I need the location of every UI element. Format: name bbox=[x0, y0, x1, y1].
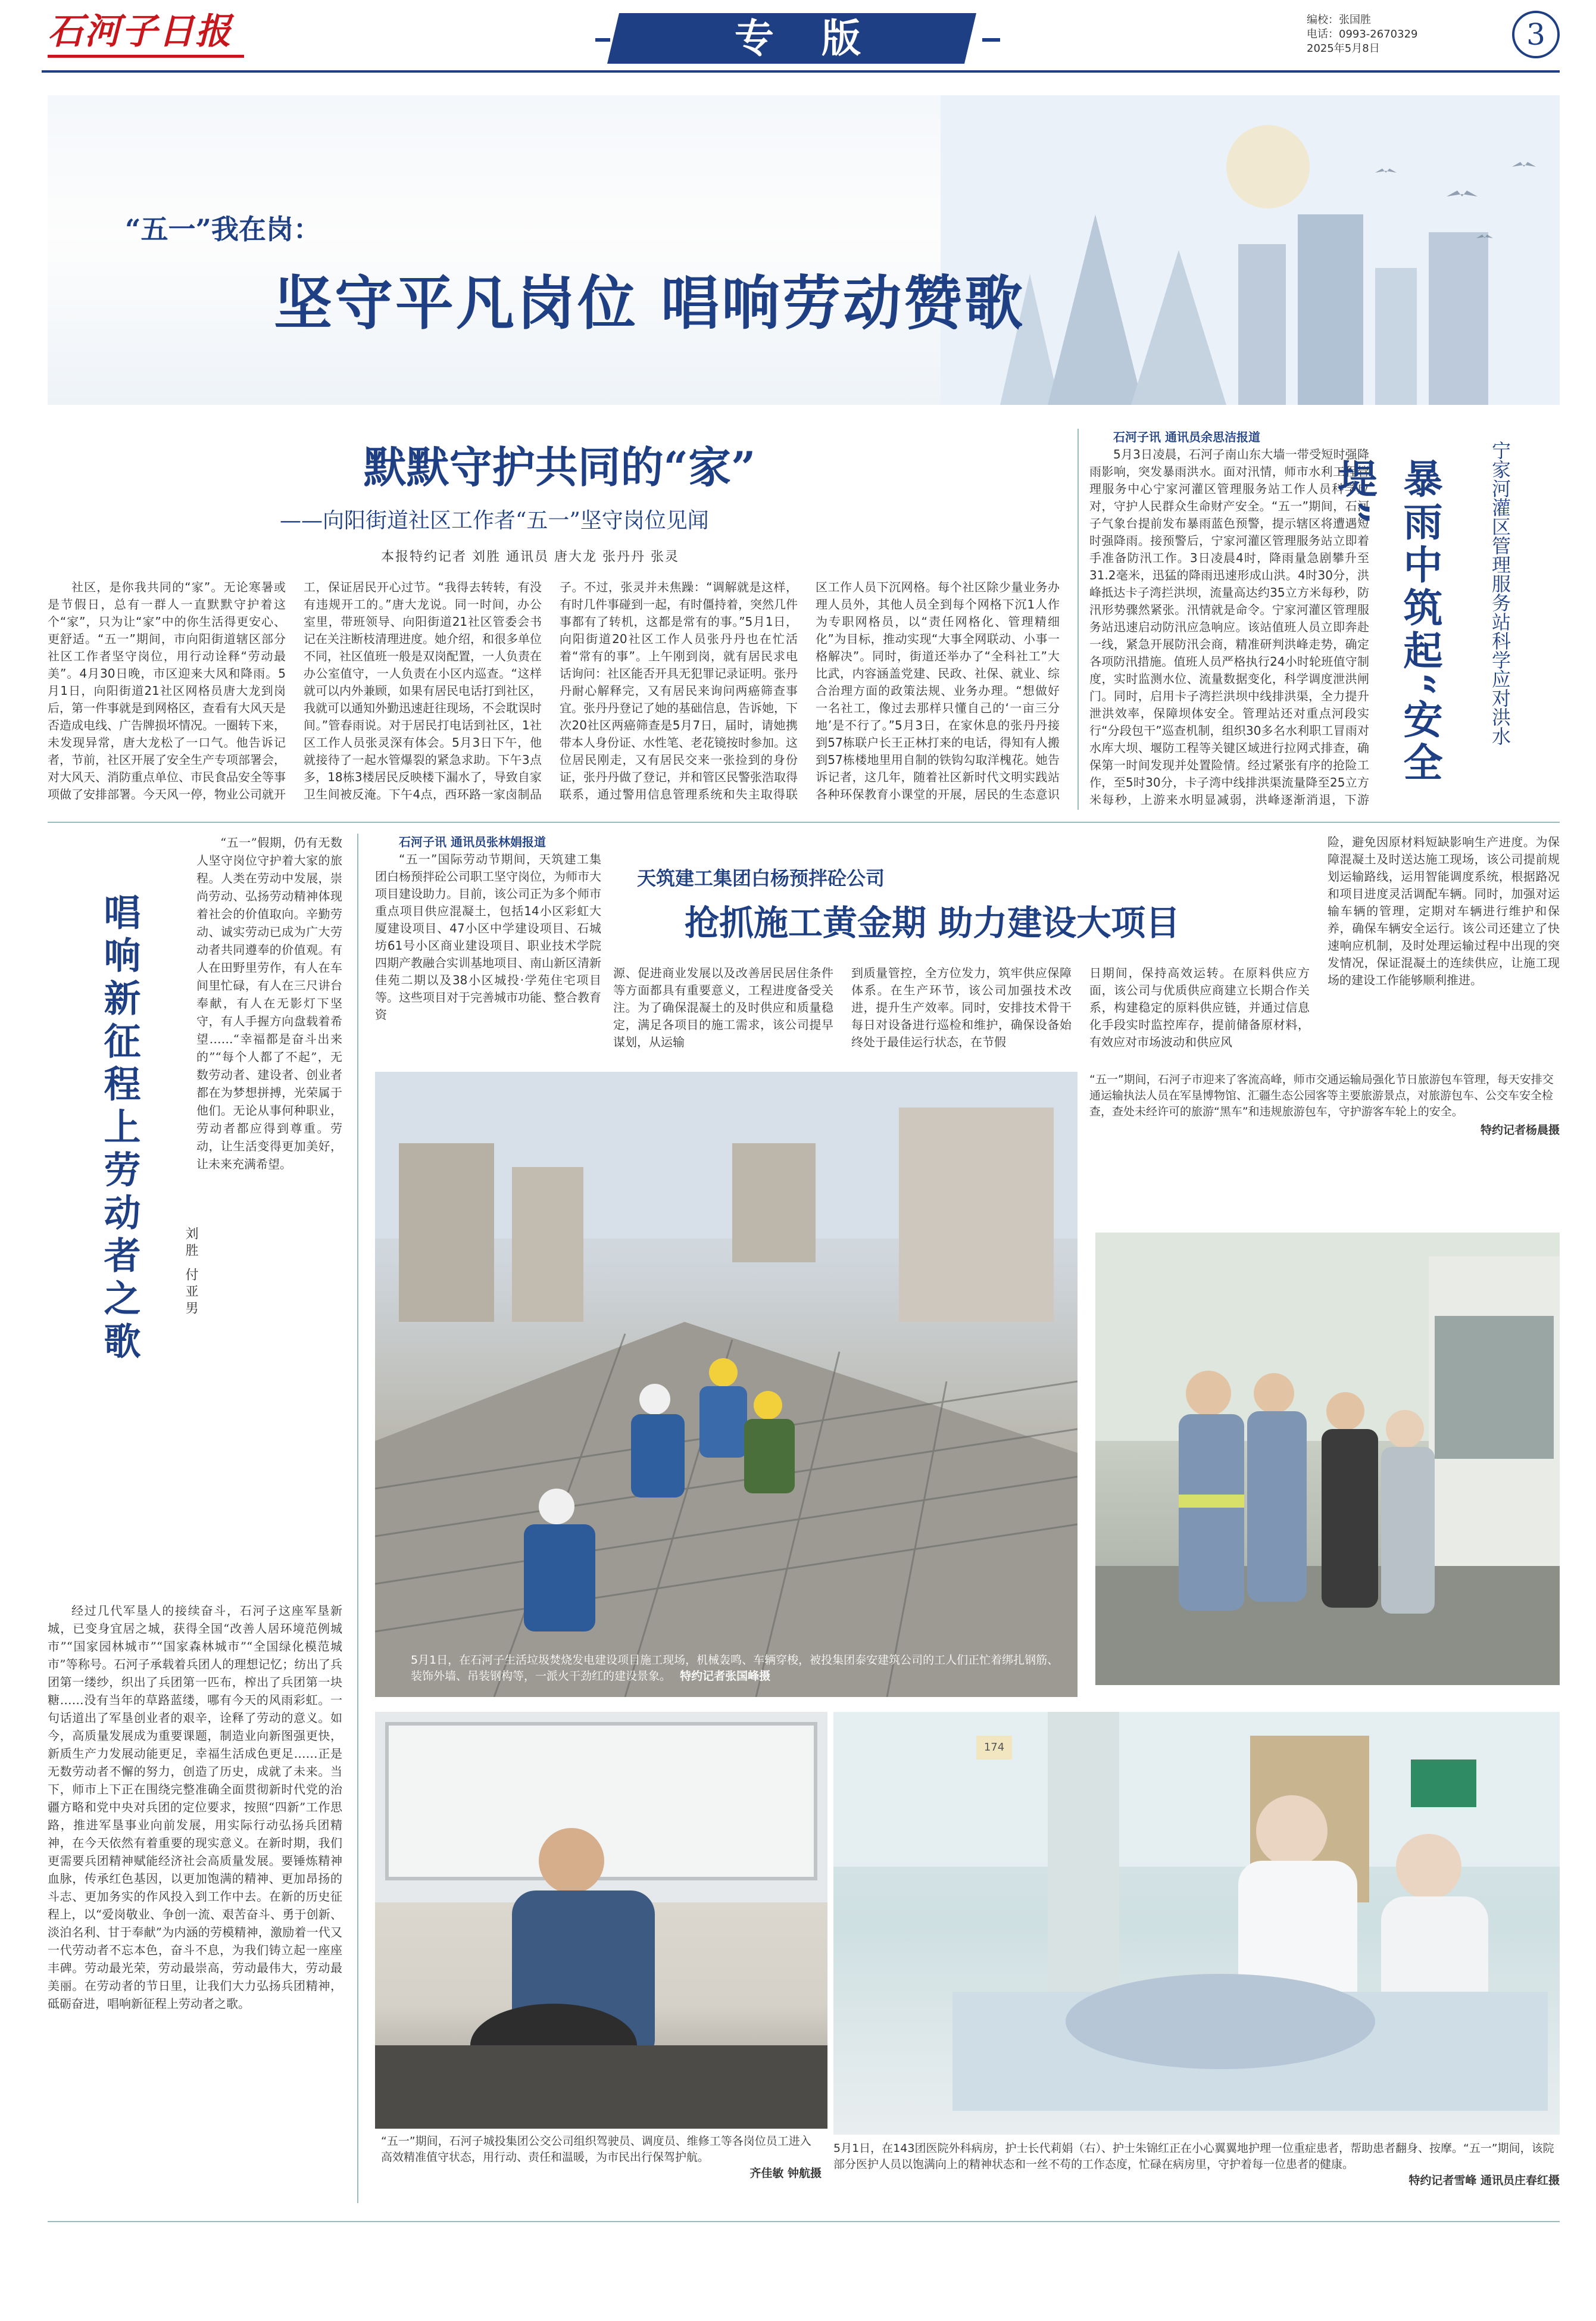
article3-col3 bbox=[851, 965, 1072, 1054]
article1-col3 bbox=[560, 579, 798, 805]
commentary-bottom-text: 经过几代军垦人的接续奋斗，石河子这座军垦新城，已变身宜居之城，获得全国“改善人居环境范例城市”“国家园林城市”“国家森林城市”“全国绿化模范城市”等称号。石河子承载着兵团人的理想记忆；纺出了兵团第一缕纱，织出了兵团第一匹布，榨出了兵团第一块糖……没有当年的草路蓝缕，哪有今天的风雨彩虹。一句话道出了军垦创业者的艰辛，诠释了劳动的意义。如今，高质量发展成为重要课题，制造业向新图强更快，新质生产力发展动能更足，幸福生活成色更足……正是无数劳动者不懈的努力，创造了历史，成就了未来。当下，师市上下正在围绕完整准确全面贯彻新时代党的治疆方略和党中央对兵团的定位要求，按照“四新”工作思路，推进军垦事业向前发展，用实际行动弘扬兵团精神，在今天依然有着重要的现实意义。在新时期，我们更需要兵团精神赋能经济社会高质量发展。要锤炼精神血脉，传承红色基因，以更加饱满的精神、更加昂扬的斗志、更加务实的作风投入到工作中去。在新的历史征程上，以“爱岗敬业、争创一流、艰苦奋斗、勇于创新、淡泊名利、甘于奉献”为内涵的劳模精神，激励着一代又一代劳动者不忘本色，奋斗不息，为我们铸立起一座座丰碑。劳动最光荣，劳动最崇高，劳动最伟大，劳动最美丽。在劳动者的节日里，让我们大力弘扬兵团精神，砥砺奋进，唱响新征程上劳动者之歌。 bbox=[48, 1604, 342, 2011]
masthead-logo-underline bbox=[48, 55, 244, 58]
masthead-rule bbox=[42, 70, 1560, 73]
construction-caption: 5月1日，在石河子生活垃圾焚烧发电建设项目施工现场，机械轰鸣、车辆穿梭，被投集团泰安建筑公司的工人们正忙着绑扎钢筋、装饰外墙、吊装钢构等，一派火干劲红的建设景象。 bbox=[411, 1654, 1059, 1683]
divider bbox=[1077, 429, 1079, 810]
article2 bbox=[1089, 429, 1566, 822]
article1-col1 bbox=[48, 579, 286, 805]
banner-art bbox=[48, 95, 1560, 405]
hospital-caption: 5月1日，在143团医院外科病房，护士长代莉娟（右）、护士朱锦红正在小心翼翼地护理一位重症患者，帮助患者翻身、按摩。“五一”期间，该院部分医护人员以饱满向上的精神状态和一丝不苟的工作态度，忙碌在病房里，守护着每一位患者的健康。 bbox=[833, 2142, 1554, 2171]
article3-col5-text: 险，避免因原材料短缺影响生产进度。为保障混凝土及时送达施工现场，该公司提前规划运输路线，运用智能调度系统，根据路况和项目进度灵活调配车辆。同时，加强对运输车辆的管理，定期对车辆进行维护和保养，确保车辆安全运行。该公司还建立了快速响应机制，及时处理运输过程中出现的突发情况，保证混凝土的连续供应，让施工现场的建设工作能够顺利推进。 bbox=[1328, 835, 1560, 987]
date: 2025年5月8日 bbox=[1307, 42, 1380, 55]
article2-title: 暴雨中筑起“安全堤” bbox=[1331, 458, 1443, 785]
article2-byline: 石河子讯 通讯员余思洁报道 bbox=[1113, 430, 1260, 444]
article1-col4-text: 区工作人员下沉网格。每个社区除少量业务办理人员外，其他人员全到每个网格下沉1人作为专职网格员，以“责任网格化、管理精细化”为目标，推动实现“大事全网联动、小事一格解决”。同时，街道还举办了“全科社工”大比武，内容涵盖党建、民政、社保、就业、综合治理方面的政策法规、业务办理。“想做好一名社工，像过去那样只懂自己的‘一亩三分地’是不行了。”5月3日，在家休息的张丹丹接到57栋联户长王正林打来的电话，得知有人搬到57栋楼地里用自制的铁钩勾取洋槐花。她告诉记者，这几年，随着社区新时代文明实践站各种环保教育小课堂的开展，居民的生态意识 bbox=[816, 580, 1060, 801]
article3-col4-text: 日期间，保持高效运转。在原料供应方面，该公司与优质供应商建立长期合作关系，构建稳定的原料供应链，并通过信息化手段实时监控库存，提前储备原材料，有效应对市场波动和供应风 bbox=[1089, 966, 1310, 1049]
article3-title: 抢抓施工黄金期 助力建设大项目 bbox=[685, 903, 1180, 943]
article3-col2-text: 源、促进商业发展以及改善居民居住条件等方面都具有重要意义，工程进度备受关注。为了确保混凝土的及时供应和质量稳定，满足各项目的施工需求，该公司提早谋划，从运输 bbox=[613, 966, 833, 1049]
commentary-top-text: “五一”假期，仍有无数人坚守岗位守护着大家的旅程。人类在劳动中发展，崇尚劳动、弘扬劳动精神体现着社会的价值取向。辛勤劳动、诚实劳动已成为广大劳动者共同遵奉的价值观。有人在田野里劳作，有人在车间里忙碌，有人在三尺讲台奉献，有人在无影灯下坚守，有人手握方向盘载着希望……“幸福都是奋斗出来的”“每个人都了不起”，无数劳动者、建设者、创业者都在为梦想拼搏，光荣属于他们。无论从事何种职业，劳动者都应得到尊重。劳动，让生活变得更加美好，让未来充满希望。 bbox=[196, 835, 342, 1171]
transport-credit: 特约记者杨晨摄 bbox=[1480, 1124, 1560, 1137]
editor: 编校：张国胜 bbox=[1307, 14, 1371, 26]
article1-subtitle: ——向阳街道社区工作者“五一”坚守岗位见闻 bbox=[280, 509, 709, 533]
article1-col3-text: 子。不过，张灵并未焦躁：“调解就是这样，有时几件事碰到一起，有时僵持着，突然几件事都有了转机，这都是常有的事。”5月1日，向阳街道20社区工作人员张丹丹也在忙活着“常有的事”。上午刚到岗，就有居民求电话询问：社区能否开具无犯罪记录证明。张丹丹耐心解释完，又有居民来询问两癌筛查事宜。张丹丹登记了她的基础信息，告诉她，下次20社区两癌筛查是5月7日，届时，请她携带本人身份证、水性笔、老花镜按时参加。这位居民刚走，又有居民交来一张捡到的身份证，张丹丹做了登记，并和管区民警张浩取得联系，通过警用信息管理系统和失主取得联 bbox=[560, 580, 798, 801]
article1-col4 bbox=[816, 579, 1060, 805]
article3-col5 bbox=[1328, 834, 1560, 1057]
commentary-author: 刘胜 付亚男 bbox=[183, 1227, 198, 1318]
construction-photo bbox=[375, 1072, 1077, 1697]
article3 bbox=[375, 834, 1560, 1060]
commentary-title: 唱响新征程上劳动者之歌 bbox=[98, 893, 141, 1365]
transport-scene bbox=[1095, 1233, 1560, 1685]
hospital-photo bbox=[833, 1712, 1560, 2135]
article3-col3-text: 到质量管控，全方位发力，筑牢供应保障体系。在生产环节，该公司加强技术改进，提升生产效率。同时，安排技术骨干每日对设备进行巡检和维护，确保设备始终处于最佳运行状态，在节假 bbox=[851, 966, 1072, 1049]
article2-subtitle: 宁家河灌区管理服务站科学应对洪水 bbox=[1489, 441, 1511, 745]
bus-caption: “五一”期间，石河子城投集团公交公司组织驾驶员、调度员、维修工等各岗位员工进入高效精准值守状态，用行动、责任和温暖，为市民出行保驾护航。 bbox=[381, 2135, 811, 2164]
banner-kicker: “五一”我在岗： bbox=[125, 213, 321, 245]
footer-rule bbox=[48, 2221, 1560, 2222]
banner bbox=[48, 95, 1560, 405]
article1-col2 bbox=[304, 579, 542, 805]
article3-byline: 石河子讯 通讯员张林娟报道 bbox=[399, 835, 546, 849]
section-title: 专版 bbox=[735, 15, 908, 61]
masthead-logo: 石河子日报 bbox=[48, 11, 232, 52]
page-number: 3 bbox=[1526, 17, 1545, 52]
divider bbox=[357, 834, 358, 2203]
article1-col2-text: 工，保证居民开心过节。“我得去转转，有没有违规开工的。”唐大龙说。同一时间，办公室里，带班领导、向阳街道21社区管委会书记在关注断枝清理进度。她介绍，和很多单位不同，社区值班一般是双岗配置，一人负责在办公室值守，一人负责在小区内巡查。“这样就可以内外兼顾，如果有居民电话打到社区，我就可以通知外勤迅速赶往现场，不会耽误时间。”管春雨说。对于居民打电话到社区，1社区工作人员张灵深有体会。5月3日下午，他就接待了一起水管爆裂的紧急求助。下午3点多，18栋3楼居民反映楼下漏水了，导致自家卫生间被反淹。下午4点，西环路一家卤制品 bbox=[304, 580, 542, 801]
bus-credit: 齐佳敏 钟航摄 bbox=[749, 2167, 822, 2180]
article3-col1 bbox=[375, 834, 601, 1057]
article1-col1-text: 社区，是你我共同的“家”。无论寒暑或是节假日，总有一群人一直默默守护着这个“家”，只为让“家”中的你生活得更安心、更舒适。“五一”期间，市向阳街道辖区部分社区工作者坚守岗位，用行动诠释“劳动最美”。4月30日晚，市区迎来大风和降雨。5月1日，向阳街道21社区网格员唐大龙到岗后，第一件事就是到网格区，查看有大风天是否造成电线、广告牌损坏情况。一圈转下来，未发现异常，唐大龙松了一口气。他告诉记者，节前，社区开展了安全生产专项部署会，对大风天、消防重点单位、市民食品安全等事项做了安排部署。今天风一停，物业公司就开 bbox=[48, 580, 286, 801]
article1-byline: 本报特约记者 刘胜 通讯员 唐大龙 张丹丹 张灵 bbox=[381, 550, 679, 564]
divider bbox=[48, 822, 1560, 823]
masthead bbox=[0, 0, 1596, 77]
hospital-sign: 174 bbox=[976, 1736, 1012, 1760]
construction-credit: 特约记者张国峰摄 bbox=[680, 1670, 771, 1683]
commentary bbox=[48, 834, 345, 2203]
hospital-scene bbox=[833, 1712, 1560, 2135]
article1 bbox=[48, 417, 1066, 810]
article3-col4 bbox=[1089, 965, 1310, 1054]
transport-caption: “五一”期间，石河子市迎来了客流高峰，师市交通运输局强化节日旅游包车管理，每天安排交通运输执法人员在军垦博物馆、汇疆生态公园客等主要旅游景点，对旅游包车、公交车安全检查，查处未经许可的旅游“黑车”和违规旅游包车，守护游客车轮上的安全。 bbox=[1089, 1073, 1554, 1118]
article2-body-text: 5月3日凌晨，石河子南山东大墙一带受短时强降雨影响，突发暴雨洪水。面对汛情，师市水利工程管理服务中心宁家河灌区管理服务站工作人员科学应对，守护人民群众生命财产安全。“五一”期间，石河子气象台提前发布暴雨蓝色预警，提示辖区将遭遇短时强降雨。接预警后，宁家河灌区管理服务站立即着手准备防汛工作。3日凌晨4时，降雨量急剧攀升至31.2毫米，迅猛的降雨迅速形成山洪。4时30分，洪峰抵达卡子湾拦洪坝，流量高达约35立方米每秒，防汛形势骤然紧张。汛情就是命令。宁家河灌区管理服务站迅速启动防汛应急响应。该站值班人员立即奔赴一线，紧急开展防汛会商，精准研判洪峰走势，确定各项防汛措施。值班人员严格执行24小时轮班值守制度，实时监测水位、流量数据变化，科学调度泄洪闸门。同时，启用卡子湾拦洪坝中线排洪渠，全力提升泄洪效率，保障坝体安全。管理站还对重点河段实行“分段包干”巡查机制，组织30多名水利职工冒雨对水库大坝、堰防工程等关键区域进行拉网式排查，确保第一时间发现并处置险情。经过紧张有序的抢险工作，至5时30分，卡子湾中线排洪渠流量降至25立方米每秒，上游来水明显减弱，洪峰逐渐消退，下游 bbox=[1089, 447, 1369, 807]
hospital-caption-block bbox=[833, 2141, 1560, 2206]
transport-photo bbox=[1095, 1233, 1560, 1685]
masthead-info bbox=[1307, 13, 1503, 67]
commentary-top bbox=[196, 834, 342, 1590]
bus-caption-box bbox=[375, 2129, 827, 2200]
bus-photo bbox=[375, 1712, 827, 2200]
article3-kicker: 天筑建工集团白杨预拌砼公司 bbox=[637, 867, 885, 890]
page-number-badge bbox=[1512, 11, 1560, 58]
commentary-bottom bbox=[48, 1602, 342, 2197]
hospital-credit: 特约记者雪峰 通讯员庄春红摄 bbox=[1408, 2174, 1560, 2187]
banner-title: 坚守平凡岗位 唱响劳动赞歌 bbox=[274, 270, 1026, 338]
article3-col2 bbox=[613, 965, 833, 1054]
section-banner bbox=[595, 7, 1000, 67]
transport-caption-block bbox=[1089, 1072, 1560, 1209]
phone: 电话：0993-2670329 bbox=[1307, 28, 1418, 40]
construction-caption-box bbox=[411, 1652, 1066, 1694]
construction-scene bbox=[375, 1072, 1077, 1697]
article1-title: 默默守护共同的“家” bbox=[363, 442, 756, 492]
article3-col1-text: “五一”国际劳动节期间，天筑建工集团白杨预拌砼公司职工坚守岗位，为师市大项目建设助力。目前，该公司正为多个师市重点项目供应混凝土，包括14小区彩虹大厦建设项目、47小区中学建设项目、石城坊61号小区商业建设项目、职业技术学院四期产教融合实训基地项目、南山新区清新佳苑二期以及38小区城投·学苑住宅项目等。这些项目对于完善城市功能、整合教育资 bbox=[375, 852, 601, 1022]
bus-scene bbox=[375, 1712, 827, 2129]
